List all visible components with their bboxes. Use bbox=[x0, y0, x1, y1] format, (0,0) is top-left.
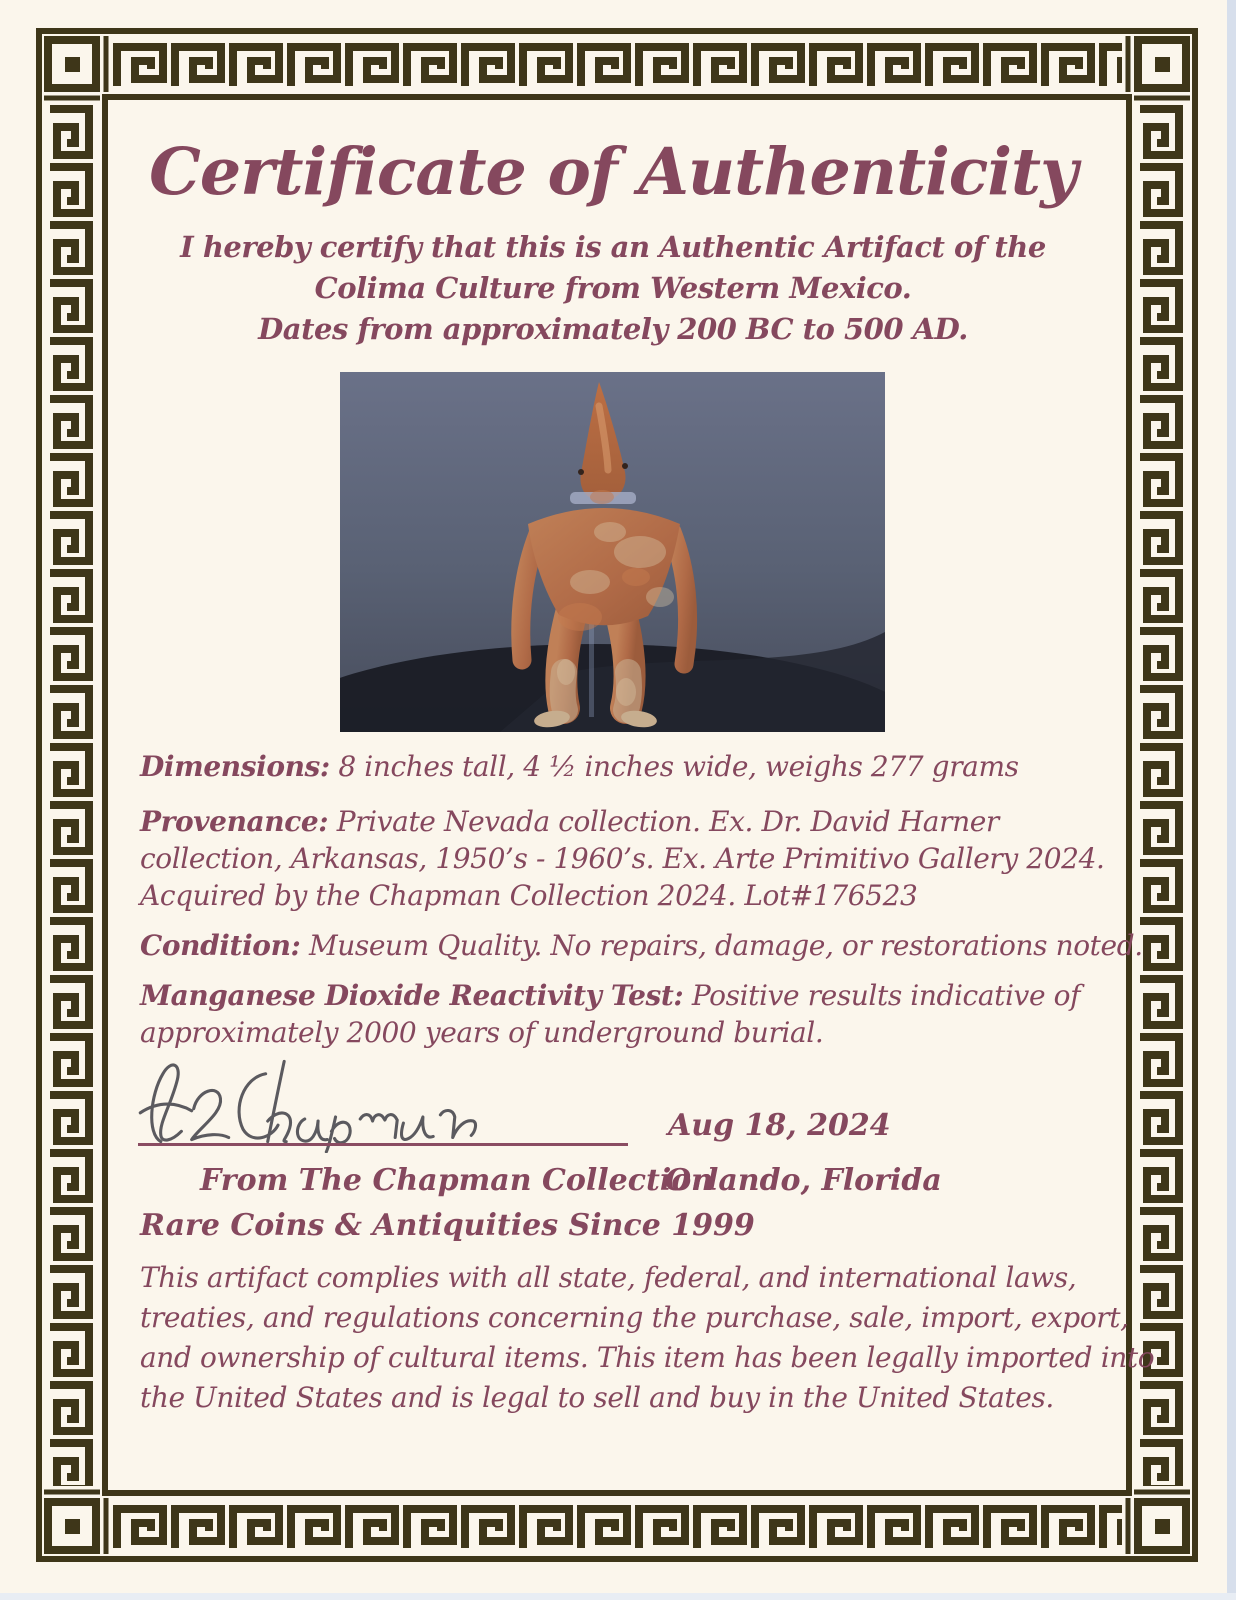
subtitle-line: Dates from approximately 200 BC to 500 AD. bbox=[258, 312, 968, 346]
reactivity-test-label: Manganese Dioxide Reactivity Test: bbox=[140, 979, 684, 1012]
reactivity-test-line: approximately 2000 years of underground burial. bbox=[140, 1016, 824, 1049]
scan-edge-right bbox=[1227, 0, 1236, 1600]
provenance-line: Private Nevada collection. Ex. Dr. David Harner bbox=[336, 805, 999, 838]
collection-location: Orlando, Florida bbox=[665, 1163, 942, 1198]
provenance-line: collection, Arkansas, 1950’s - 1960’s. Ex. Arte Primitivo Gallery 2024. bbox=[140, 842, 1105, 875]
signature-line bbox=[138, 1143, 628, 1146]
subtitle-line: Colima Culture from Western Mexico. bbox=[314, 271, 912, 305]
dimensions-section bbox=[140, 748, 1019, 785]
condition-label: Condition: bbox=[140, 929, 301, 962]
legal-line: treaties, and regulations concerning the purchase, sale, import, export, bbox=[140, 1301, 1129, 1334]
legal-compliance-text bbox=[140, 1258, 1154, 1418]
condition-section bbox=[140, 927, 1143, 964]
reactivity-test-line: Positive results indicative of bbox=[691, 979, 1081, 1012]
reactivity-test-section bbox=[140, 977, 1080, 1051]
artifact-photo bbox=[340, 372, 885, 732]
signature-date: Aug 18, 2024 bbox=[668, 1108, 891, 1143]
from-collection-label: From The Chapman Collection bbox=[200, 1163, 714, 1198]
certificate-title: Certificate of Authenticity bbox=[149, 134, 1077, 210]
dimensions-label: Dimensions: bbox=[140, 750, 330, 783]
legal-line: the United States and is legal to sell and buy in the United States. bbox=[140, 1381, 1054, 1414]
provenance-section bbox=[140, 803, 1104, 914]
condition-text: Museum Quality. No repairs, damage, or restorations noted. bbox=[309, 929, 1143, 962]
certificate-subtitle bbox=[0, 227, 1226, 350]
provenance-line: Acquired by the Chapman Collection 2024. Lot#176523 bbox=[140, 879, 918, 912]
handwritten-signature bbox=[130, 1048, 500, 1153]
dimensions-text: 8 inches tall, 4 ½ inches wide, weighs 277 grams bbox=[338, 750, 1019, 783]
scan-edge-bottom bbox=[0, 1593, 1236, 1600]
legal-line: This artifact complies with all state, federal, and international laws, bbox=[140, 1261, 1077, 1294]
collection-tagline: Rare Coins & Antiquities Since 1999 bbox=[140, 1208, 755, 1243]
provenance-label: Provenance: bbox=[140, 805, 329, 838]
legal-line: and ownership of cultural items. This item has been legally imported into bbox=[140, 1341, 1155, 1374]
subtitle-line: I hereby certify that this is an Authentic Artifact of the bbox=[180, 230, 1046, 264]
